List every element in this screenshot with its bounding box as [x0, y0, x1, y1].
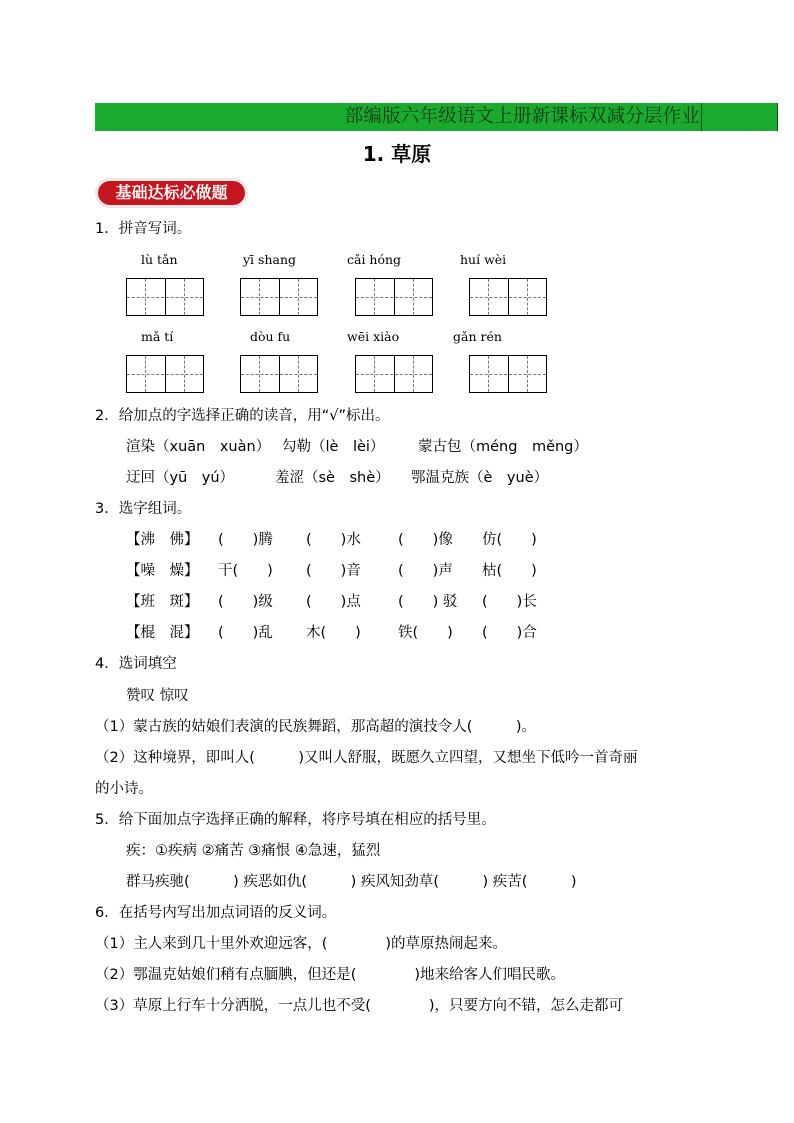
word-blank[interactable]: ( )像 [398, 532, 453, 548]
fill-sentence-continued: 的小诗。 [95, 781, 153, 797]
question-5-title: 5．给下面加点字选择正确的解释，将序号填在相应的括号里。 [95, 812, 496, 828]
word-blank[interactable]: ( )级 [218, 594, 273, 610]
word-blank[interactable]: ( )长 [482, 594, 537, 610]
reading-choice: 勾勒（lè lèi） [282, 439, 385, 455]
pinyin-label: cǎi hóng [347, 252, 402, 267]
question-1-title: 1．拼音写词。 [95, 221, 192, 237]
writing-grid[interactable] [469, 355, 547, 393]
word-blank[interactable]: ( )腾 [218, 532, 273, 548]
writing-grid[interactable] [240, 278, 318, 316]
question-6-title: 6．在括号内写出加点词语的反义词。 [95, 905, 337, 921]
word-blank[interactable]: 木( ) [306, 625, 361, 641]
pinyin-label: yī shang [243, 252, 297, 267]
writing-grid[interactable] [355, 355, 433, 393]
meaning-items: 群马疾驰( ) 疾恶如仇( ) 疾风知劲草( ) 疾苦( ) [126, 874, 577, 890]
pinyin-label: mǎ tí [141, 329, 174, 344]
fill-sentence: （2）这种境界，即叫人( )又叫人舒服，既愿久立四望，又想坐下低吟一首奇丽 [95, 750, 638, 766]
char-pair: 【棍 混】 [126, 625, 199, 641]
word-blank[interactable]: 仿( ) [482, 532, 537, 548]
antonym-sentence: （1）主人来到几十里外欢迎远客，( )的草原热闹起来。 [95, 936, 508, 952]
word-blank[interactable]: ( )合 [482, 625, 537, 641]
question-4-title: 4．选词填空 [95, 656, 177, 672]
word-blank[interactable]: 铁( ) [398, 625, 453, 641]
section-badge-label: 基础达标必做题 [98, 181, 245, 205]
reading-choice: 羞涩（sè shè） [275, 470, 390, 486]
reading-choice: 蒙古包（méng měng） [418, 439, 588, 455]
char-pair: 【噪 燥】 [126, 563, 199, 579]
pinyin-label: dòu fu [250, 329, 291, 344]
word-blank[interactable]: ( )乱 [218, 625, 273, 641]
reading-choice: 渲染（xuān xuàn） [126, 439, 271, 455]
writing-grid[interactable] [126, 278, 204, 316]
word-blank[interactable]: ( )水 [306, 532, 361, 548]
banner-divider [701, 103, 702, 131]
meaning-options: 疾：①疾病 ②痛苦 ③痛恨 ④急速，猛烈 [126, 843, 381, 859]
char-pair: 【沸 佛】 [126, 532, 199, 548]
char-pair: 【班 斑】 [126, 594, 199, 610]
reading-choice: 鄂温克族（è yuè） [411, 470, 549, 486]
fill-sentence: （1）蒙古族的姑娘们表演的民族舞蹈，那高超的演技令人( )。 [95, 719, 537, 735]
reading-choice: 迂回（yū yú） [126, 470, 235, 486]
header-banner [95, 103, 778, 131]
word-blank[interactable]: 干( ) [218, 563, 273, 579]
word-blank[interactable]: 枯( ) [482, 563, 537, 579]
writing-grid[interactable] [355, 278, 433, 316]
antonym-sentence: （2）鄂温克姑娘们稍有点腼腆，但还是( )地来给客人们唱民歌。 [95, 967, 566, 983]
writing-grid[interactable] [240, 355, 318, 393]
word-blank[interactable]: ( )点 [306, 594, 361, 610]
word-bank: 赞叹 惊叹 [126, 688, 189, 704]
pinyin-label: gǎn rén [453, 329, 502, 344]
antonym-sentence: （3）草原上行车十分洒脱，一点儿也不受( )，只要方向不错，怎么走都可 [95, 998, 624, 1014]
word-blank[interactable]: ( ) 驳 [398, 594, 458, 610]
banner-title: 部编版六年级语文上册新课标双减分层作业 [344, 106, 700, 127]
word-blank[interactable]: ( )音 [306, 563, 361, 579]
lesson-title: 1. 草原 [362, 142, 432, 166]
question-2-title: 2．给加点的字选择正确的读音，用“√”标出。 [95, 408, 390, 424]
pinyin-label: wēi xiào [347, 329, 400, 344]
pinyin-label: lù tǎn [141, 252, 178, 267]
writing-grid[interactable] [126, 355, 204, 393]
word-blank[interactable]: ( )声 [398, 563, 453, 579]
pinyin-label: huí wèi [460, 252, 507, 267]
writing-grid[interactable] [469, 278, 547, 316]
question-3-title: 3．选字组词。 [95, 501, 192, 517]
section-badge [95, 178, 248, 208]
